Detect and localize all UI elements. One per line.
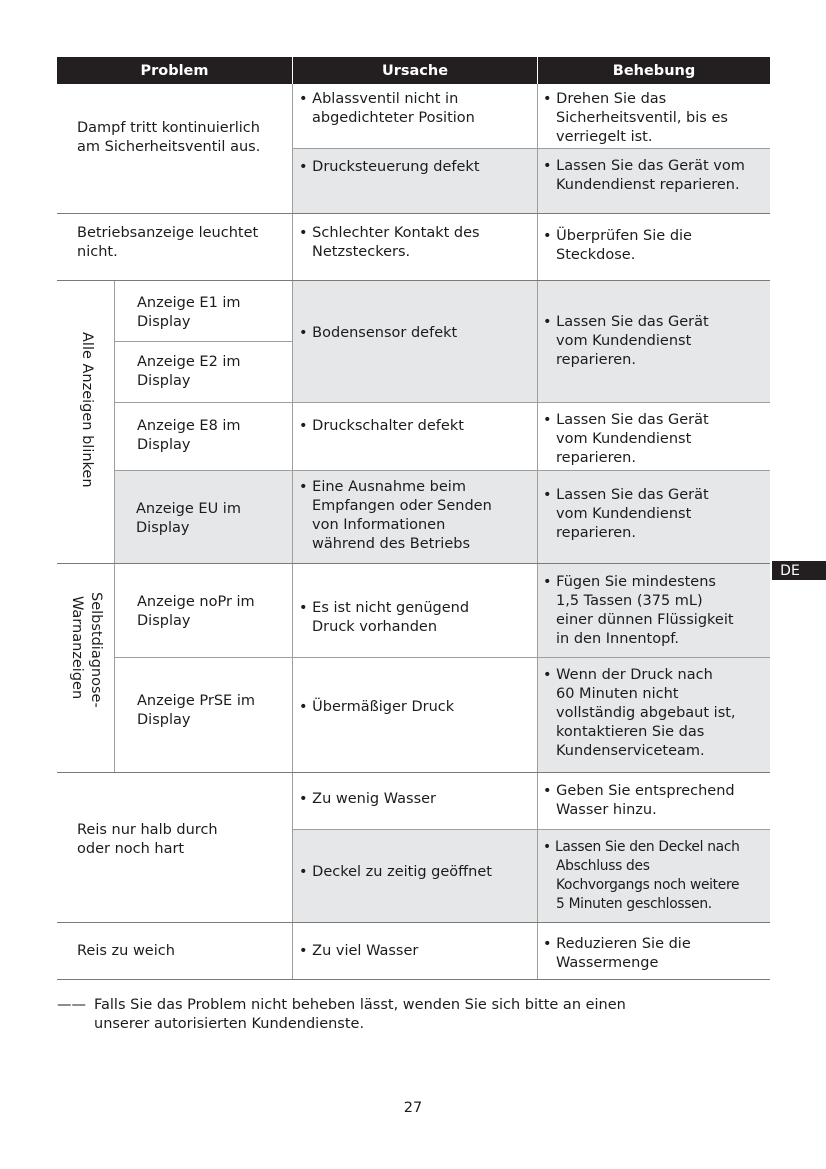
bullet: • [543, 783, 552, 799]
bullet: • [299, 325, 308, 341]
bullet: • [299, 225, 308, 241]
bullet: • [299, 600, 308, 616]
problem-cell: Reis zu weich [77, 943, 175, 959]
header-fix-label: Behebung [612, 62, 696, 79]
bullet: • [299, 159, 308, 175]
footnote [57, 996, 777, 1034]
language-tab [772, 561, 826, 580]
rule [293, 829, 770, 830]
fix-text: Reduzieren Sie die Wassermenge [556, 936, 691, 971]
group-label-line: Selbstdiagnose- [88, 592, 104, 708]
bullet: • [543, 91, 552, 107]
rule [115, 470, 770, 471]
header-cause [293, 57, 537, 84]
group-sep [114, 281, 115, 773]
cause-cell [299, 417, 534, 436]
bullet: • [543, 314, 552, 330]
bullet: • [543, 839, 551, 855]
col-sep-2 [537, 84, 538, 980]
cause-text: Es ist nicht genügend Druck vorhanden [312, 600, 470, 635]
fix-cell [543, 573, 768, 649]
cause-cell [299, 224, 534, 262]
fix-text: Drehen Sie das Sicherheitsventil, bis es verriegelt ist. [556, 91, 728, 145]
cause-text: Bodensensor defekt [312, 325, 458, 341]
fix-cell [543, 838, 769, 914]
bullet: • [543, 574, 552, 590]
col-sep-1 [292, 84, 293, 980]
fix-text: Geben Sie entsprechend Wasser hinzu. [556, 783, 735, 818]
cause-text: Drucksteuerung defekt [312, 159, 480, 175]
fix-cell [543, 935, 768, 973]
header-problem [57, 57, 292, 84]
header-fix [538, 57, 770, 84]
bullet: • [299, 699, 308, 715]
fix-cell [543, 227, 768, 265]
problem-cell: Anzeige E1 im Display [137, 295, 241, 330]
bullet: • [543, 936, 552, 952]
header-cause-label: Ursache [381, 62, 449, 79]
rule [57, 922, 770, 923]
fix-cell [543, 486, 768, 543]
bullet: • [543, 667, 552, 683]
fix-cell [543, 157, 768, 195]
fix-cell [543, 411, 768, 468]
problem-cell: Anzeige EU im Display [136, 501, 241, 536]
fix-cell [543, 313, 768, 370]
header-problem-label: Problem [140, 62, 209, 79]
cause-cell [299, 942, 534, 961]
bullet: • [299, 91, 308, 107]
rule [115, 341, 293, 342]
bullet: • [299, 791, 308, 807]
bullet: • [543, 228, 552, 244]
problem-cell: Anzeige PrSE im Display [137, 693, 255, 728]
group-label-selbstdiagnose [67, 592, 105, 708]
fix-cell [543, 90, 768, 147]
cause-cell [299, 158, 534, 177]
cause-text: Eine Ausnahme beim Empfangen oder Senden von Informationen während des Betriebs [312, 479, 492, 552]
cause-cell [299, 599, 534, 637]
cause-cell [299, 478, 534, 554]
cause-text: Zu wenig Wasser [312, 791, 437, 807]
fix-text: Lassen Sie den Deckel nach Abschluss des Kochvorgangs noch weitere 5 Minuten geschlossen. [554, 839, 740, 912]
rule [57, 213, 770, 214]
rule [57, 563, 770, 564]
problem-cell: Anzeige E8 im Display [137, 418, 241, 453]
fix-text: Lassen Sie das Gerät vom Kundendienst reparieren. [556, 412, 709, 466]
cause-cell [299, 324, 534, 343]
rule [115, 657, 770, 658]
problem-cell: Reis nur halb durch oder noch hart [77, 822, 218, 857]
cause-cell [299, 790, 534, 809]
footnote-dash: —— [57, 997, 86, 1013]
bullet: • [299, 479, 308, 495]
group-label-line: Warnanzeigen [69, 596, 85, 700]
fix-text: Überprüfen Sie die Steckdose. [556, 228, 692, 263]
group-label-blinken: Alle Anzeigen blinken [79, 332, 95, 488]
bullet: • [543, 158, 552, 174]
rule [293, 148, 770, 149]
cause-cell [299, 863, 534, 882]
cause-text: Ablassventil nicht in abgedichteter Position [312, 91, 475, 126]
bullet: • [299, 864, 308, 880]
page-number: 27 [403, 1100, 423, 1116]
problem-cell: Anzeige E2 im Display [137, 354, 241, 389]
fix-text: Wenn der Druck nach 60 Minuten nicht vollständig abgebaut ist, kontaktieren Sie das Kundenserviceteam. [556, 667, 736, 759]
problem-cell: Anzeige noPr im Display [137, 594, 255, 629]
cause-text: Deckel zu zeitig geöffnet [312, 864, 492, 880]
fix-text: Lassen Sie das Gerät vom Kundendienst reparieren. [556, 314, 709, 368]
fix-text: Fügen Sie mindestens 1,5 Tassen (375 mL) einer dünnen Flüssigkeit in den Innentopf. [556, 574, 734, 647]
problem-cell: Betriebsanzeige leuchtet nicht. [77, 225, 259, 260]
rule [57, 979, 770, 980]
cause-text: Übermäßiger Druck [312, 699, 455, 715]
bullet: • [299, 943, 308, 959]
bullet: • [299, 418, 308, 434]
fix-cell [543, 666, 768, 761]
cause-text: Zu viel Wasser [312, 943, 419, 959]
cause-cell [299, 698, 534, 717]
rule [57, 772, 770, 773]
rule [115, 402, 770, 403]
rule [57, 280, 770, 281]
cause-text: Druckschalter defekt [312, 418, 464, 434]
bullet: • [543, 412, 552, 428]
cause-cell [299, 90, 534, 128]
footnote-text: Falls Sie das Problem nicht beheben lässt, wenden Sie sich bitte an einen unserer autorisierten Kundendienste. [94, 997, 626, 1032]
fix-text: Lassen Sie das Gerät vom Kundendienst reparieren. [556, 487, 709, 541]
cause-text: Schlechter Kontakt des Netzsteckers. [312, 225, 480, 260]
fix-cell [543, 782, 768, 820]
problem-cell: Dampf tritt kontinuierlich am Sicherheitsventil aus. [77, 120, 261, 155]
fix-text: Lassen Sie das Gerät vom Kundendienst reparieren. [556, 158, 745, 193]
language-tab-label: DE [780, 562, 800, 579]
bullet: • [543, 487, 552, 503]
